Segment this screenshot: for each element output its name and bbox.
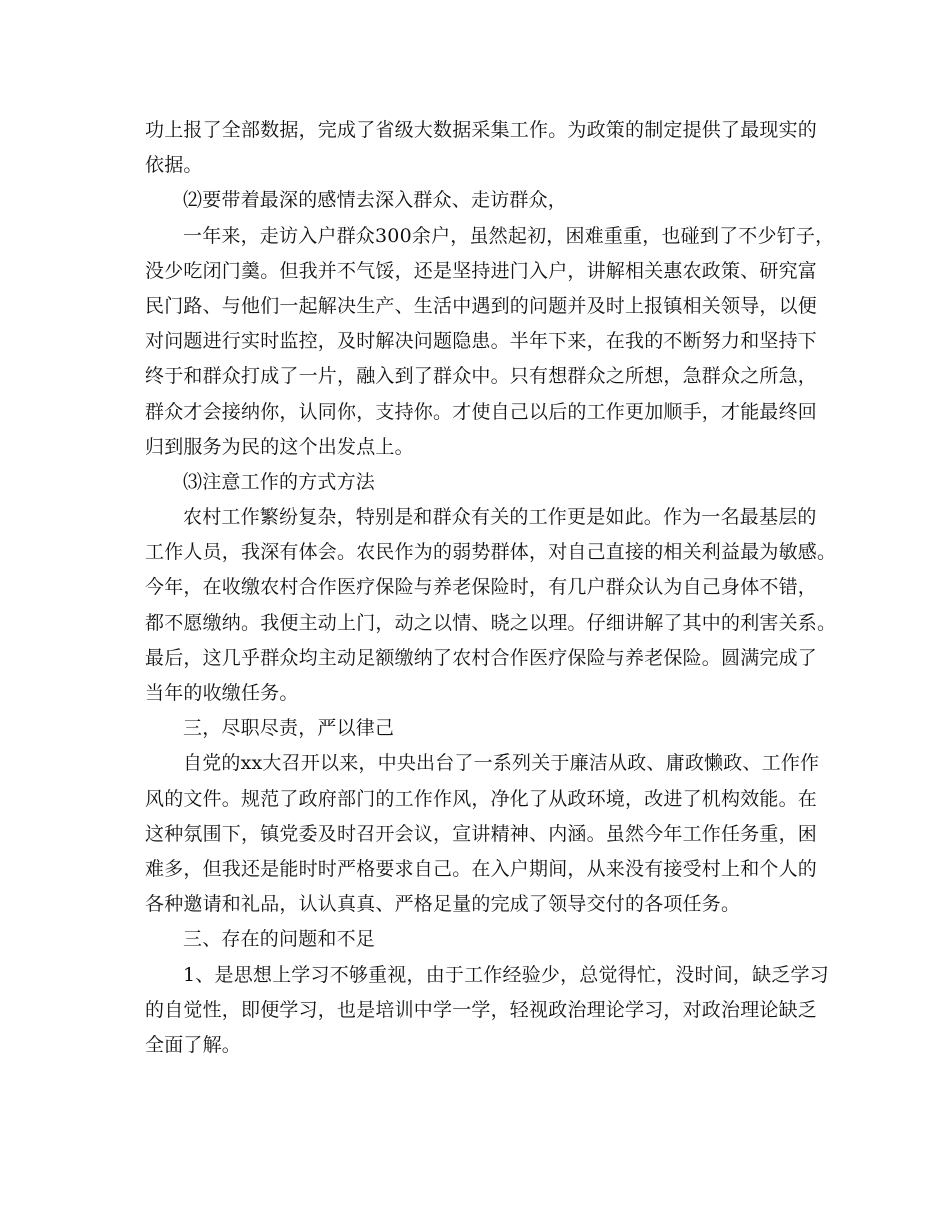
text-line: 一年来，走访入户群众300余户，虽然起初，困难重重，也碰到了不少钉子， bbox=[183, 224, 835, 247]
text-line: 当年的收缴任务。 bbox=[145, 682, 299, 704]
text-line: 依据。 bbox=[145, 154, 203, 177]
text-line: 归到服务为民的这个出发点上。 bbox=[145, 435, 414, 458]
text-line: 的自觉性，即便学习，也是培训中学一学，轻视政治理论学习，对政治理论缺乏 bbox=[145, 998, 818, 1021]
section-heading-3: ⑶注意工作的方式方法 bbox=[183, 470, 376, 493]
section-heading-2: ⑵要带着最深的感情去深入群众、走访群众， bbox=[183, 189, 568, 212]
text-line: 功上报了全部数据，完成了省级大数据采集工作。为政策的制定提供了最现实的 bbox=[145, 119, 818, 141]
text-line: 风的文件。规范了政府部门的工作作风，净化了从政环境，改进了机构效能。在 bbox=[145, 787, 818, 810]
text-line: 这种氛围下，镇党委及时召开会议，宣讲精神、内涵。虽然今年工作任务重，困 bbox=[145, 822, 818, 845]
text-line: 终于和群众打成了一片，融入到了群众中。只有想群众之所想，急群众之所急， bbox=[145, 365, 818, 388]
text-line: 农村工作繁纷复杂，特别是和群众有关的工作更是如此。作为一名最基层的 bbox=[183, 506, 817, 529]
section-heading-problems: 三、存在的问题和不足 bbox=[183, 928, 376, 951]
text-line: 全面了解。 bbox=[145, 1033, 242, 1056]
text-line: 今年，在收缴农村合作医疗保险与养老保险时，有几户群众认为自己身体不错， bbox=[145, 576, 818, 599]
text-line: 没少吃闭门羹。但我并不气馁，还是坚持进门入户，讲解相关惠农政策、研究富 bbox=[145, 259, 818, 282]
text-line: 对问题进行实时监控，及时解决问题隐患。半年下来，在我的不断努力和坚持下 bbox=[145, 330, 818, 353]
text-line: 各种邀请和礼品，认认真真、严格足量的完成了领导交付的各项任务。 bbox=[145, 893, 741, 916]
document-body bbox=[145, 113, 837, 1063]
section-heading-duty: 三，尽职尽责，严以律己 bbox=[183, 717, 395, 740]
text-line: 群众才会接纳你，认同你，支持你。才使自己以后的工作更加顺手，才能最终回 bbox=[145, 400, 818, 423]
text-line: 最后，这几乎群众均主动足额缴纳了农村合作医疗保险与养老保险。圆满完成了 bbox=[145, 646, 818, 669]
text-line: 工作人员，我深有体会。农民作为的弱势群体，对自己直接的相关利益最为敏感。 bbox=[145, 541, 837, 564]
text-line: 自党的xx大召开以来，中央出台了一系列关于廉洁从政、庸政懒政、工作作 bbox=[183, 752, 820, 775]
text-line: 民门路、与他们一起解决生产、生活中遇到的问题并及时上报镇相关领导，以便 bbox=[145, 294, 818, 317]
text-line: 难多，但我还是能时时严格要求自己。在入户期间，从来没有接受村上和个人的 bbox=[145, 857, 818, 880]
text-line: 都不愿缴纳。我便主动上门，动之以情、晓之以理。仔细讲解了其中的利害关系。 bbox=[145, 611, 837, 634]
text-line: 1、是思想上学习不够重视，由于工作经验少，总觉得忙，没时间，缺乏学习 bbox=[183, 963, 829, 986]
